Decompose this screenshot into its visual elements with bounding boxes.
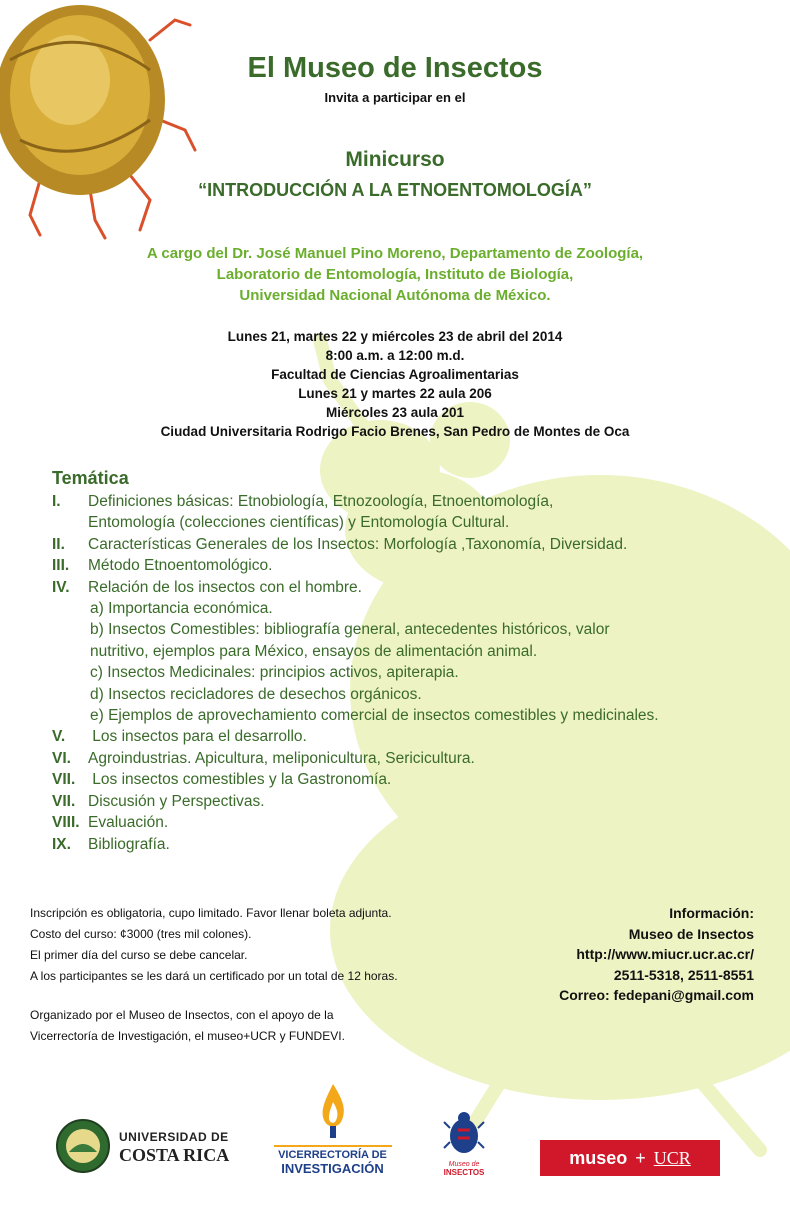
museo-ucr-ucr: UCR: [653, 1147, 691, 1168]
ucr-logo: [55, 1118, 229, 1174]
instructor-line: Laboratorio de Entomología, Instituto de Biología,: [216, 266, 574, 283]
vicerrectoria-line2: INVESTIGACIÓN: [281, 1161, 384, 1176]
course-name: “INTRODUCCIÓN A LA ETNOENTOMOLOGÍA”: [198, 180, 592, 200]
tematica-item-number: I.: [52, 493, 61, 510]
detail-line: Ciudad Universitaria Rodrigo Facio Brenes, San Pedro de Montes de Oca: [160, 424, 630, 439]
tematica-item-text: Los insectos para el desarrollo.: [88, 728, 307, 746]
tematica-item-text: Agroindustrias. Apicultura, meliponicultura, Sericicultura.: [88, 749, 475, 767]
vicerrectoria-line1: VICERRECTORÍA DE: [278, 1149, 387, 1161]
museo-logo-line2: INSECTOS: [443, 1168, 485, 1177]
contact-url[interactable]: http://www.miucr.ucr.ac.cr/: [576, 946, 754, 962]
tematica-item-text: Entomología (colecciones científicas) y Entomología Cultural.: [88, 514, 510, 532]
contact-heading: Información:: [669, 905, 754, 921]
registration-line: Inscripción es obligatoria, cupo limitado. Favor llenar boleta adjunta.: [30, 906, 392, 920]
detail-line: Lunes 21 y martes 22 aula 206: [298, 386, 492, 401]
registration-line: A los participantes se les dará un certificado por un total de 12 horas.: [30, 969, 398, 983]
tematica-item-text: Relación de los insectos con el hombre.: [88, 578, 362, 596]
tematica-item-text: Bibliografía.: [88, 835, 170, 853]
museo-ucr-logo: [540, 1140, 720, 1176]
tematica-item: [52, 748, 772, 769]
tematica-item: [52, 726, 772, 747]
flame-icon: [313, 1082, 353, 1140]
tematica-list: [52, 491, 772, 855]
tematica-item-text: Características Generales de los Insectos: Morfología ,Taxonomía, Diversidad.: [88, 535, 628, 553]
tematica-item-text: nutritivo, ejemplos para México, ensayos de alimentación animal.: [90, 642, 538, 660]
tematica-item: [52, 834, 772, 855]
vicerrectoria-logo: [270, 1082, 395, 1176]
tematica-item-number: VIII.: [52, 814, 80, 832]
tematica-item-text: Definiciones básicas: Etnobiología, Etnozoología, Etnoentomología,: [88, 493, 554, 510]
tematica-item-number: IX.: [52, 835, 71, 853]
tematica-item-number: V.: [52, 728, 66, 746]
registration-line: Costo del curso: ¢3000 (tres mil colones).: [30, 927, 252, 941]
tematica-item: [52, 512, 772, 533]
tematica-item: [52, 619, 772, 640]
tematica-item: [52, 684, 772, 705]
contact-info: [559, 903, 754, 1006]
tematica-item: [52, 662, 772, 683]
tematica-item-number: VII.: [52, 792, 76, 810]
tematica-heading: Temática: [52, 468, 129, 488]
tematica-item-text: d) Insectos recicladores de desechos orgánicos.: [90, 685, 422, 703]
tematica-item-number: IV.: [52, 578, 70, 596]
museo-ucr-word: museo: [569, 1147, 628, 1168]
tematica-item: [52, 812, 772, 833]
course-type: Minicurso: [345, 148, 445, 171]
organizer-line: Organizado por el Museo de Insectos, con el apoyo de la: [30, 1008, 334, 1022]
contact-phone: 2511-5318, 2511-8551: [613, 966, 754, 983]
tematica-item-text: b) Insectos Comestibles: bibliografía general, antecedentes históricos, valor: [90, 621, 610, 639]
tematica-item-number: [52, 512, 88, 533]
schedule-details: [0, 327, 790, 441]
contact-museum: Museo de Insectos: [628, 925, 754, 942]
instructor-line: Universidad Nacional Autónoma de México.: [239, 287, 551, 304]
instructor-line: A cargo del Dr. José Manuel Pino Moreno, Departamento de Zoología,: [146, 245, 644, 262]
beetle-illustration: [0, 0, 200, 240]
registration-line: El primer día del curso se debe cancelar.: [30, 948, 248, 962]
tematica-item-text: e) Ejemplos de aprovechamiento comercial de insectos comestibles y medicinales.: [90, 707, 659, 725]
tematica-item-number: III.: [52, 557, 70, 575]
tematica-item-number: VI.: [52, 749, 71, 767]
ucr-seal-icon: [55, 1118, 111, 1174]
detail-line: Lunes 21, martes 22 y miércoles 23 de abril del 2014: [227, 329, 563, 344]
tematica-item-text: a) Importancia económica.: [90, 600, 273, 618]
organizer-line: Vicerrectoría de Investigación, el museo+UCR y FUNDEVI.: [30, 1029, 345, 1043]
tematica-item-text: Discusión y Perspectivas.: [88, 792, 265, 810]
invitation-subtitle: Invita a participar en el: [324, 90, 466, 105]
registration-info: [30, 903, 398, 987]
tematica-item: [52, 769, 772, 790]
tematica-item: [52, 491, 772, 512]
tematica-item: [52, 534, 772, 555]
detail-line: 8:00 a.m. a 12:00 m.d.: [325, 348, 465, 363]
tematica-item-number: II.: [52, 535, 65, 553]
ucr-name-line2: COSTA RICA: [119, 1145, 230, 1165]
museo-insectos-logo: [440, 1108, 488, 1177]
contact-email[interactable]: Correo: fedepani@gmail.com: [559, 987, 754, 1003]
instructor-block: [0, 243, 790, 306]
page-title: El Museo de Insectos: [247, 52, 543, 84]
tematica-item: [52, 577, 772, 598]
tematica-item-text: c) Insectos Medicinales: principios activos, apiterapia.: [90, 664, 459, 682]
organizer-info: [30, 1005, 345, 1047]
museo-ucr-plus: +: [635, 1147, 646, 1168]
tematica-item: [52, 791, 772, 812]
museo-logo-line1: Museo de: [448, 1161, 480, 1168]
tematica-item-number: VII.: [52, 771, 76, 789]
detail-line: Miércoles 23 aula 201: [325, 405, 465, 420]
tematica-item-text: Los insectos comestibles y la Gastronomía.: [88, 771, 392, 789]
detail-line: Facultad de Ciencias Agroalimentarias: [271, 367, 519, 382]
tematica-item-text: Método Etnoentomológico.: [88, 557, 273, 575]
tematica-item-text: Evaluación.: [88, 814, 169, 832]
ucr-name-line1: UNIVERSIDAD DE: [119, 1130, 229, 1144]
beetle-icon: [440, 1108, 488, 1156]
tematica-item: [52, 705, 772, 726]
tematica-item: [52, 641, 772, 662]
tematica-item: [52, 598, 772, 619]
tematica-item: [52, 555, 772, 576]
